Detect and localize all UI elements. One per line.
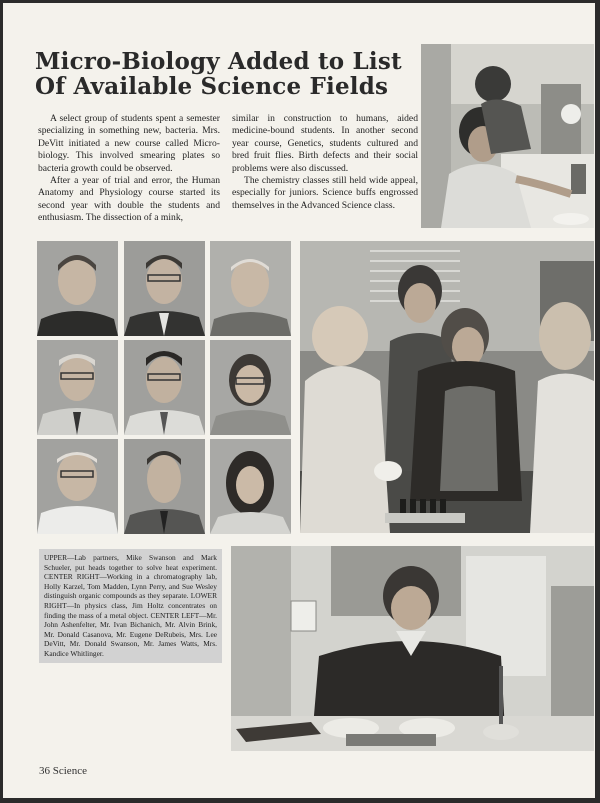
physics-class-photo (231, 546, 594, 751)
faculty-portrait (124, 241, 205, 336)
headline-line-2: Of Available Science Fields (35, 73, 389, 100)
body-paragraph: similar in construction to humans, aided medicine-bound students. In another second year course, Genetics, students cultured and bred fruit flies. Birth defects and their social problems were also discussed. (232, 113, 418, 174)
faculty-portrait (210, 241, 291, 336)
chromatography-lab-photo (300, 241, 594, 533)
faculty-portrait (124, 340, 205, 435)
faculty-portrait (37, 439, 118, 534)
body-paragraph: The chemistry classes still held wide appeal, especially for juniors. Science buffs engrossed themselves in the Advanced Science class. (232, 175, 418, 211)
faculty-portrait (210, 439, 291, 534)
headline-line-1: Micro-Biology Added to List (35, 48, 402, 75)
page-headline (35, 49, 415, 99)
faculty-portrait (37, 241, 118, 336)
body-paragraph: A select group of students spent a semester specializing in something new, bacteria. Mrs. DeVitt initiated a new course called Micro-biology. This involved smearing plates so bacteria growth could be observed. (38, 113, 220, 174)
student-teacher-portrait (210, 340, 291, 435)
photo-caption: UPPER—Lab partners, Mike Swanson and Mark Schueler, put heads together to solve heat experiment. CENTER RIGHT—Working in a chromatography lab, Holly Karzel, Tom Madden, Lynn Perry, and Sue Wesley distinguish organic compounds as they separate. LOWER RIGHT—In physics class, Jim Holtz concentrates on finding the mass of a metal object. CENTER LEFT—Mr. John Ashenfelter, Mr. Ivan Bichanich, Mr. Alvin Brink, Mr. Donald Casanova, Mr. Eugene DeRubeis, Mrs. Lee DeVitt, Mr. Donald Swanson, Mr. James Watts, Mrs. Kandice Whitlinger. (39, 549, 222, 663)
faculty-portrait (124, 439, 205, 534)
lab-partners-photo (421, 44, 594, 228)
body-column-2 (232, 113, 418, 212)
body-column-1 (38, 113, 220, 225)
faculty-portrait (37, 340, 118, 435)
yearbook-page (3, 3, 595, 798)
body-paragraph: After a year of trial and error, the Human Anatomy and Physiology course started its second year with double the students and enthusiasm. The dissection of a mink, (38, 175, 220, 224)
page-folio: 36 Science (39, 765, 87, 777)
